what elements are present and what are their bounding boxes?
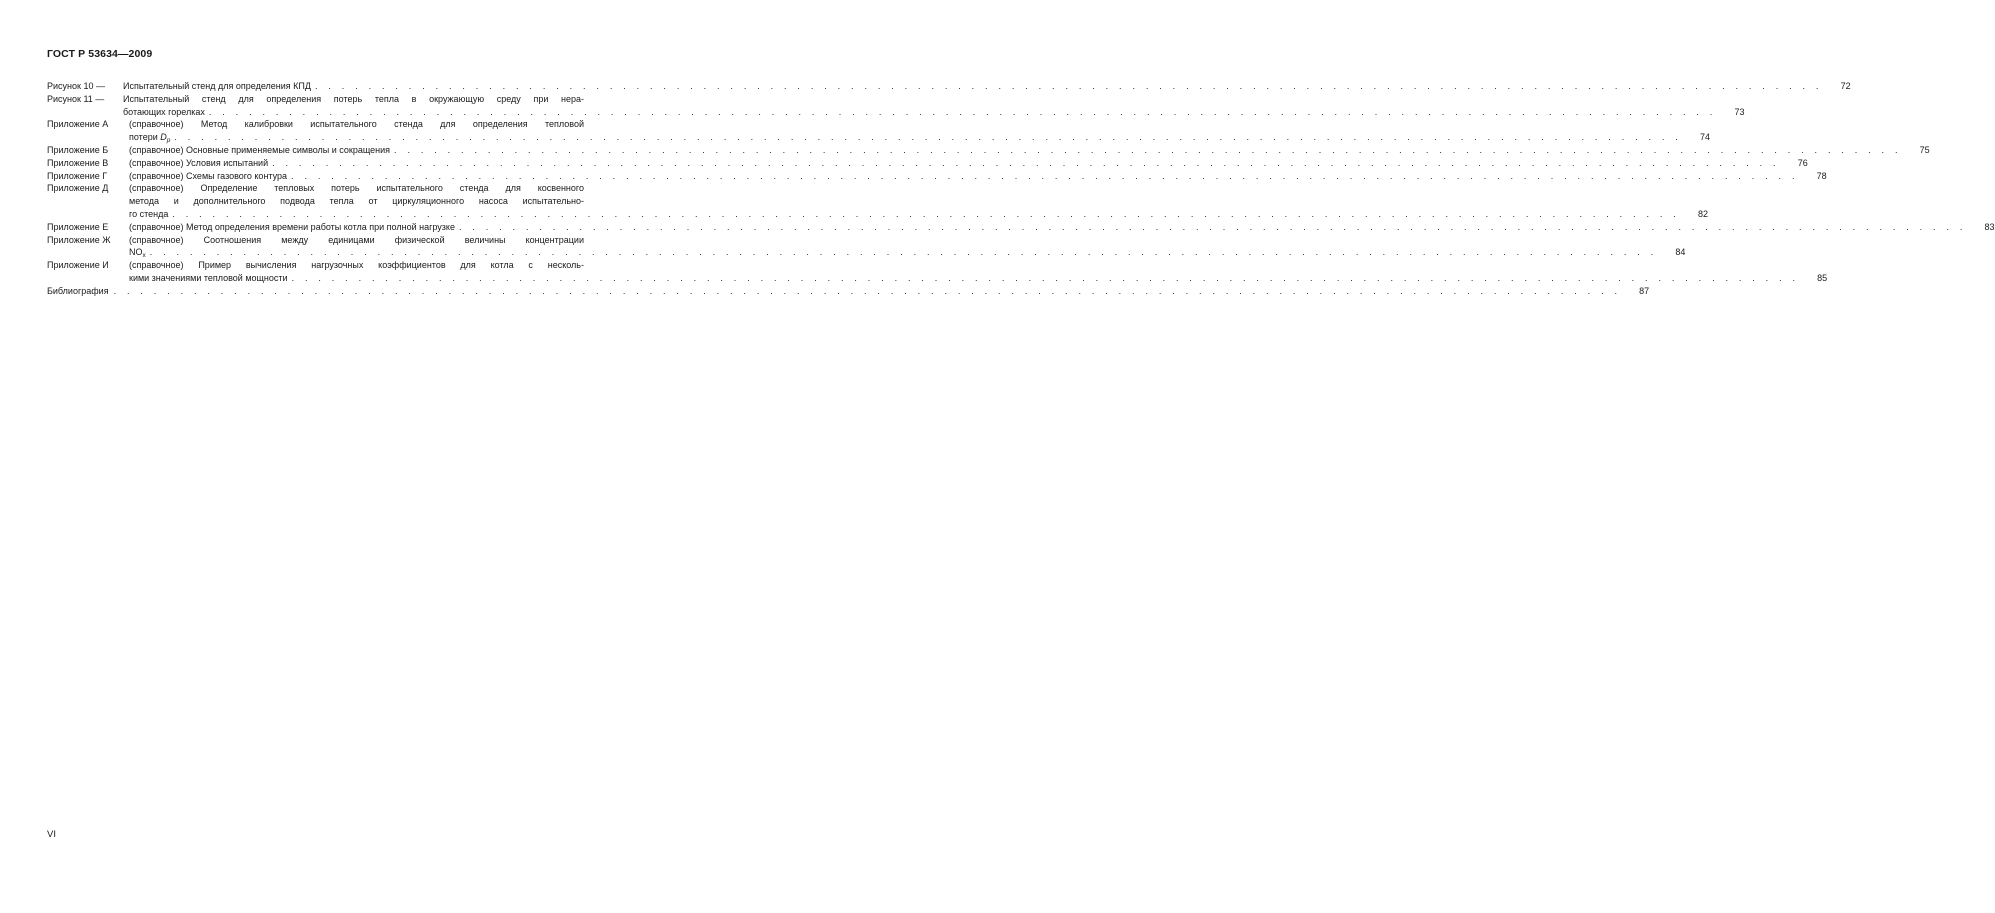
leader-dots (150, 246, 1658, 259)
toc-title (129, 157, 1808, 170)
toc-page-number: 78 (1816, 170, 1827, 181)
toc-page-number: 74 (1699, 132, 1710, 143)
toc-page-number: 84 (1675, 247, 1686, 258)
leader-dots (459, 221, 1967, 234)
toc-title-text: ботающих горелках (123, 106, 205, 117)
toc-label: Приложение Г (47, 170, 108, 181)
chemical-subscript: x (142, 252, 146, 260)
toc-title-text: потери $D_p$ (129, 132, 171, 145)
leader-dots (172, 208, 1680, 221)
toc-label: Приложение Д (47, 183, 109, 194)
toc-label: Приложение Е (47, 221, 109, 232)
table-of-contents (47, 80, 1995, 298)
toc-page-number: 72 (1840, 81, 1851, 91)
toc-title-text: (справочное) Пример вычисления нагрузочных коэффициентов для котла с несколь- (129, 260, 584, 271)
page-number-footer: VI (47, 829, 56, 840)
toc-entry-appendix-zh[interactable] (47, 234, 1686, 260)
toc-title (129, 221, 1995, 234)
toc-entry-figure-10[interactable] (47, 80, 1851, 93)
math-variable: D (160, 132, 167, 143)
toc-label: Приложение Б (47, 144, 109, 155)
toc-title-text: (справочное) Условия испытаний (129, 157, 269, 168)
toc-title (123, 80, 1851, 93)
toc-label: Рисунок 10 — (47, 81, 105, 91)
toc-entry-appendix-e[interactable] (47, 221, 1995, 234)
toc-label: Приложение А (47, 119, 109, 130)
toc-title (129, 182, 1708, 220)
toc-entry-appendix-g[interactable] (47, 170, 1827, 183)
toc-entry-appendix-i[interactable] (47, 259, 1828, 285)
toc-title-text: Испытательный стенд для определения потерь тепла в окружающую среду при нера- (123, 93, 584, 104)
leader-dots (209, 106, 1717, 119)
toc-title (129, 259, 1828, 285)
toc-entry-appendix-v[interactable] (47, 157, 1808, 170)
toc-title-text: (справочное) Метод калибровки испытательного стенда для определения тепловой (129, 119, 584, 130)
toc-page-number: 85 (1817, 272, 1828, 283)
toc-entry-appendix-a[interactable] (47, 118, 1710, 145)
toc-label: Приложение В (47, 157, 109, 168)
leader-dots (315, 80, 1823, 93)
leader-dots (272, 157, 1780, 170)
toc-entry-appendix-d[interactable] (47, 182, 1708, 220)
toc-page-number: 73 (1734, 106, 1745, 117)
leader-dots (291, 170, 1799, 183)
toc-page-number: 83 (1984, 221, 1995, 232)
toc-entry-appendix-b[interactable] (47, 144, 1930, 157)
toc-page-number: 87 (1639, 285, 1650, 296)
toc-label: Приложение Ж (47, 234, 111, 245)
toc-title-text: Испытательный стенд для определения КПД (123, 81, 311, 91)
toc-title-text: (справочное) Основные применяемые символы и сокращения (129, 144, 391, 155)
toc-title-text: $NO_x$ (129, 247, 146, 260)
toc-entry-bibliography[interactable] (47, 285, 1650, 298)
leader-dots (114, 285, 1622, 298)
document-header: ГОСТ Р 53634—2009 (47, 48, 153, 60)
toc-title (129, 170, 1827, 183)
toc-page-number: 82 (1697, 208, 1708, 219)
toc-title (129, 234, 1686, 260)
toc-title-text: (справочное) Соотношения между единицами физической величины концентрации (129, 234, 584, 245)
toc-title-text: (справочное) Определение тепловых потерь испытательного стенда для косвенного (129, 183, 584, 194)
toc-entry-figure-11[interactable] (47, 93, 1745, 119)
toc-label: Рисунок 11 — (47, 93, 105, 104)
toc-title (123, 93, 1745, 119)
toc-title-text: (справочное) Схемы газового контура (129, 170, 288, 181)
toc-title (129, 144, 1930, 157)
toc-title-text: го стенда (129, 208, 169, 219)
toc-label: Приложение И (47, 260, 109, 271)
toc-title-text: (справочное) Метод определения времени работы котла при полной нагрузке (129, 221, 455, 232)
math-subscript: p (166, 137, 171, 145)
toc-page-number: 76 (1797, 157, 1808, 168)
toc-title-text: метода и дополнительного подвода тепла от циркуляционного насоса испытательно- (129, 196, 584, 207)
leader-dots (292, 272, 1800, 285)
toc-title (47, 285, 1649, 298)
toc-label: Библиография (47, 285, 109, 296)
leader-dots (394, 144, 1902, 157)
toc-title-text: кими значениями тепловой мощности (129, 272, 288, 283)
leader-dots (174, 131, 1682, 144)
toc-page-number: 75 (1919, 144, 1930, 155)
toc-title (129, 118, 1710, 145)
